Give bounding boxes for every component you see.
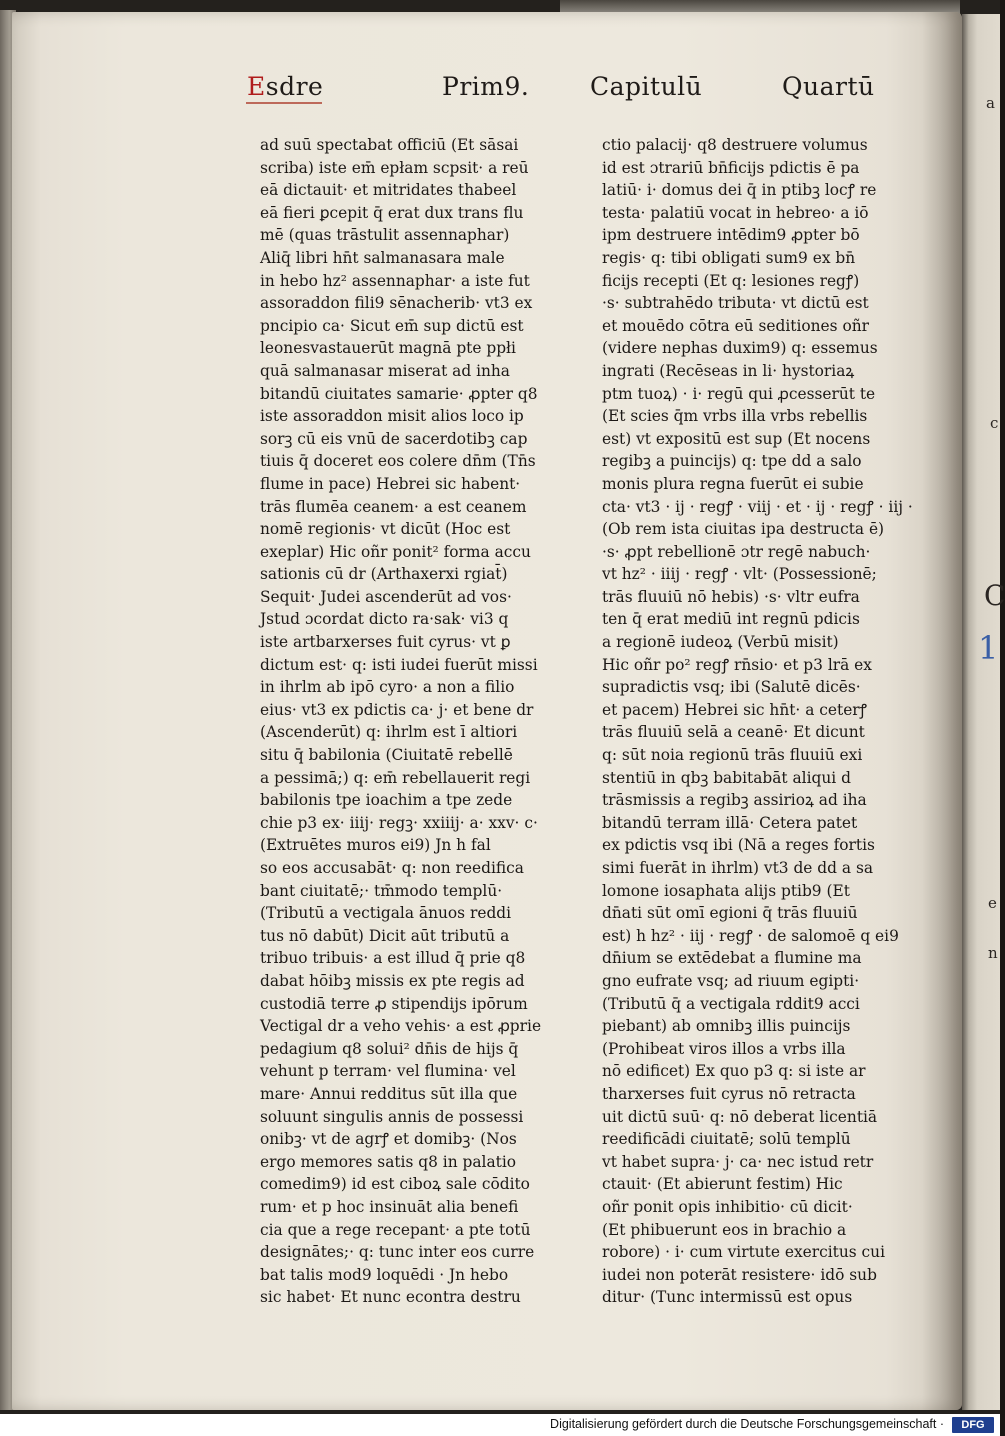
text-line: situ q̄ babilonia (Ciuitatē rebellē: [260, 746, 513, 765]
text-line: a pessimā;) q: em̄ rebellauerit regi: [260, 768, 531, 787]
text-line: gno eufrate vsq; ad riuum egipti·: [602, 971, 860, 990]
text-line: est) vt expositū est sup (Et nocens: [602, 429, 871, 448]
text-line: (Ascenderūt) q: ihrlm est ī altiori: [260, 723, 518, 742]
dfg-logo: DFG: [952, 1417, 994, 1433]
text-line: bitandū terram illā· Cetera patet: [602, 813, 858, 832]
text-line: pedagium q8 solui² dn̄is de hijs q̄: [260, 1039, 519, 1058]
text-line: (Et phibuerunt eos in brachio a: [602, 1220, 847, 1239]
text-column-right: [602, 134, 913, 1309]
page-gutter-shadow: [922, 12, 962, 1410]
footer-bar: [0, 1414, 1000, 1436]
text-line: q: sūt noia regionū trās fluuiū exi: [602, 746, 863, 765]
rubric-underline: [246, 102, 322, 104]
text-line: pncipio ca· Sicut em̄ sup dictū est: [260, 316, 524, 335]
text-line: robore) · i· cum virtute exercitus cui: [602, 1243, 886, 1262]
text-line: (Tributū q̄ a vectigala rddit9 acci: [602, 994, 860, 1013]
text-line: quā salmanasar miserat ad inha: [260, 361, 510, 380]
text-line: dictum est· q: isti iudei fuerūt missi: [260, 655, 538, 674]
text-line: dn̄ati sūt omī egioni q̄ trās fluuiū: [602, 904, 858, 923]
text-column-left: [260, 134, 560, 1309]
text-line: ten q̄ erat mediū int regnū pdicis: [602, 610, 860, 629]
text-line: cta· vt3 · ij · regꝭ · viij · et · ij · regꝭ · iij ·: [602, 497, 913, 516]
text-line: ad suū spectabat officiū (Et sāsai: [260, 136, 519, 154]
text-line: flume in pace) Hebrei sic habent·: [260, 474, 521, 493]
text-line: mē (quas trāstulit assennaphar): [260, 226, 510, 245]
facing-fragment: C: [984, 579, 1005, 612]
text-line: supradictis vsq; ibi (Salutē dicēs·: [602, 678, 861, 697]
text-line: tharxerses fuit cyrus nō retracta: [602, 1084, 856, 1103]
text-line: bant ciuitatē;· tm̄modo templū·: [260, 881, 503, 900]
text-line: testa· palatiū vocat in hebreo· a iō: [602, 203, 869, 222]
text-line: assoraddon fili9 sēnacherib· vt3 ex: [260, 294, 533, 313]
text-line: rum· et p hoc insinuāt alia benefi: [260, 1197, 519, 1216]
text-line: vt habet supra· j· ca· nec istud retr: [602, 1152, 874, 1171]
text-line: (Et scies q̄m vrbs illa vrbs rebellis: [602, 407, 868, 426]
text-line: tus nō dabūt) Dicit aūt tributū a: [260, 926, 510, 945]
text-line: mare· Annui redditus sūt illa que: [260, 1084, 518, 1103]
running-head-chapter-number: Quartū: [782, 72, 875, 101]
text-line: ·s· ꝓpt rebellionē ɔtr regē nabuch·: [602, 542, 871, 561]
text-line: vehunt p terram· vel flumina· vel: [260, 1062, 516, 1081]
footer-credit: Digitalisierung gefördert durch die Deutsche Forschungsgemeinschaft ·: [550, 1417, 944, 1431]
text-line: Vectigal dr a veho vehis· a est ꝓprie: [260, 1017, 542, 1036]
text-line: trās fluuiū nō hebis) ·s· vltr eufra: [602, 587, 860, 606]
text-line: iste artbarxerses fuit cyrus· vt ꝑ: [260, 633, 511, 652]
text-line: Hic oñr po² regꝭ rn̄sio· et p3 lrā ex: [602, 655, 872, 674]
text-line: designātes;· q: tunc inter eos curre: [260, 1243, 535, 1262]
text-line: uit dictū suū· q: nō deberat licentiā: [602, 1107, 878, 1126]
facing-fragment: c: [990, 414, 999, 432]
text-line: et pacem) Hebrei sic hn̄t· a ceterꝭ: [602, 700, 867, 719]
text-line: sationis cū dr (Arthaxerxi rgiat̄): [260, 565, 508, 584]
text-line: scriba) iste em̄ epłam scpsit· a reū: [260, 158, 529, 177]
text-line: in ihrlm ab ipō cyro· a non a filio: [260, 678, 515, 697]
text-line: (Tributū a vectigala ānuos reddi: [260, 904, 512, 923]
running-head-part: Prim9.: [442, 72, 530, 101]
text-line: onibꝫ· vt de agrꝭ et domibꝫ· (Nos: [260, 1130, 517, 1149]
running-head-chapter: Capitulū: [590, 72, 703, 101]
text-line: simi fuerāt in ihrlm) vt3 de dd a sa: [602, 859, 874, 877]
text-line: tiuis q̄ doceret eos colere dn̄m (Tn̄s: [260, 452, 536, 471]
text-line: dn̄ium se extēdebat a flumine ma: [602, 949, 862, 968]
text-line: ficijs recepti (Et q: lesiones regꝭ): [602, 271, 860, 290]
text-line: regibꝫ a puincijs) q: tpe dd a salo: [602, 452, 862, 471]
text-line: ergo memores satis q8 in palatio: [260, 1152, 517, 1171]
text-line: trās flumēa ceanem· a est ceanem: [260, 497, 527, 516]
text-line: ctio palacij· q8 destruere volumus: [602, 136, 868, 154]
text-line: soluunt singulis annis de possessi: [260, 1107, 524, 1126]
facing-fragment: a: [986, 94, 995, 112]
text-line: ex pdictis vsq ibi (Nā a reges fortis: [602, 836, 875, 855]
text-line: exeplar) Hic oñr ponit² forma accu: [260, 542, 531, 561]
text-line: ctauit· (Et abierunt festim) Hic: [602, 1175, 843, 1194]
text-line: est) h hz² · iij · regꝭ · de salomoē q ei9: [602, 926, 899, 945]
text-line: cia que a rege recepant· a pte totū: [260, 1220, 531, 1239]
facing-page-strip: [962, 14, 1005, 1410]
facing-fragment: e: [988, 894, 997, 912]
text-line: ptm tuoꝝ) · i· regū qui ꝓcesserūt te: [602, 384, 876, 403]
running-head-book-rest: sdre: [265, 72, 324, 101]
text-line: (videre nephas duxim9) q: essemus: [602, 339, 878, 358]
text-line: a regionē iudeoꝝ (Verbū misit): [602, 633, 839, 652]
running-head-book: [247, 72, 323, 101]
text-line: Sequit· Judei ascenderūt ad vos·: [260, 587, 512, 606]
text-line: Jstud ɔcordat dicto ra·sak· vi3 q: [260, 610, 509, 629]
text-line: nō edificet) Ex quo p3 q: si iste ar: [602, 1062, 866, 1081]
text-line: eā fieri ꝑcepit q̄ erat dux trans flu: [260, 203, 524, 222]
text-line: stentiū in qbꝫ babitabāt aliqui d: [602, 768, 851, 787]
text-line: ditur· (Tunc intermissū est opus: [602, 1288, 853, 1307]
text-line: iste assoraddon misit alios loco ip: [260, 407, 524, 426]
facing-fragment: n: [988, 944, 998, 962]
text-line: et mouēdo cōtra eū seditiones oñr: [602, 316, 869, 335]
text-line: ·s· subtrahēdo tributa· vt dictū est: [602, 294, 869, 313]
text-line: id est ɔtrariū bn̄ficijs pdictis ē pa: [602, 158, 860, 177]
text-line: dabat hōibꝫ missis ex pte regis ad: [260, 971, 525, 990]
text-line: (Extruētes muros ei9) Jn h fal: [260, 836, 491, 855]
text-line: bat talis mod9 loquēdi · Jn hebo: [260, 1265, 509, 1284]
text-line: trās fluuiū selā a ceanē· Et dicunt: [602, 723, 865, 742]
text-line: Aliq̄ libri hn̄t salmanasara male: [260, 248, 505, 267]
text-line: nomē regionis· vt dicūt (Hoc est: [260, 520, 511, 539]
text-line: eius· vt3 ex pdictis ca· j· et bene dr: [260, 700, 534, 719]
text-line: custodiā terre ꝓ stipendijs ipōrum: [260, 994, 528, 1013]
text-line: (Prohibeat viros illos a vrbs illa: [602, 1039, 846, 1058]
text-line: ingrati (Recēseas in li· hystoriaꝝ: [602, 361, 855, 380]
text-line: oñr ponit opis inhibitio· cū dicit·: [602, 1197, 853, 1216]
text-line: regis· q: tibi obligati sum9 ex bn̄: [602, 248, 856, 267]
text-line: eā dictauit· et mitridates thabeel: [260, 181, 517, 200]
facing-fragment: 1: [978, 629, 999, 667]
text-line: so eos accusabāt· q: non reedifica: [260, 859, 524, 877]
text-line: reedificādi ciuitatē; solū templū: [602, 1130, 851, 1149]
text-line: in hebo hz² assennaphar· a iste fut: [260, 271, 530, 290]
text-line: tribuo tribuis· a est illud q̄ prie q8: [260, 949, 526, 968]
text-line: (Ob rem ista ciuitas ipa destructa ē): [602, 520, 885, 539]
text-line: monis plura regna fuerūt ei subie: [602, 474, 864, 493]
text-line: babilonis tpe ioachim a tpe zede: [260, 791, 513, 810]
text-line: chie p3 ex· iiij· regꝫ· xxiiij· a· xxv· c·: [260, 813, 538, 832]
text-line: latiū· i· domus dei q̄ in ptibꝫ locꝭ re: [602, 181, 877, 200]
text-line: ipm destruere intēdim9 ꝓpter bō: [602, 226, 860, 245]
text-line: lomone iosaphata alijs ptib9 (Et: [602, 881, 850, 900]
text-line: comedim9) id est ciboꝝ sale cōdito: [260, 1175, 530, 1194]
text-line: piebant) ab omnibꝫ illis puincijs: [602, 1017, 851, 1036]
text-line: sic habet· Et nunc econtra destru: [260, 1288, 521, 1307]
text-line: sorꝫ cū eis vnū de sacerdotibꝫ cap: [260, 429, 528, 448]
text-line: iudei non poterāt resistere· idō sub: [602, 1265, 877, 1284]
text-line: vt hz² · iiij · regꝭ · vlt· (Possessionē;: [602, 565, 877, 584]
book-page: [12, 12, 962, 1410]
text-line: leonesvastauerūt magnā pte ppłi: [260, 339, 516, 358]
text-line: trāsmissis a regibꝫ assirioꝝ ad iha: [602, 791, 867, 810]
red-initial: E: [247, 72, 266, 101]
text-line: bitandū ciuitates samarie· ꝓpter q8: [260, 384, 538, 403]
